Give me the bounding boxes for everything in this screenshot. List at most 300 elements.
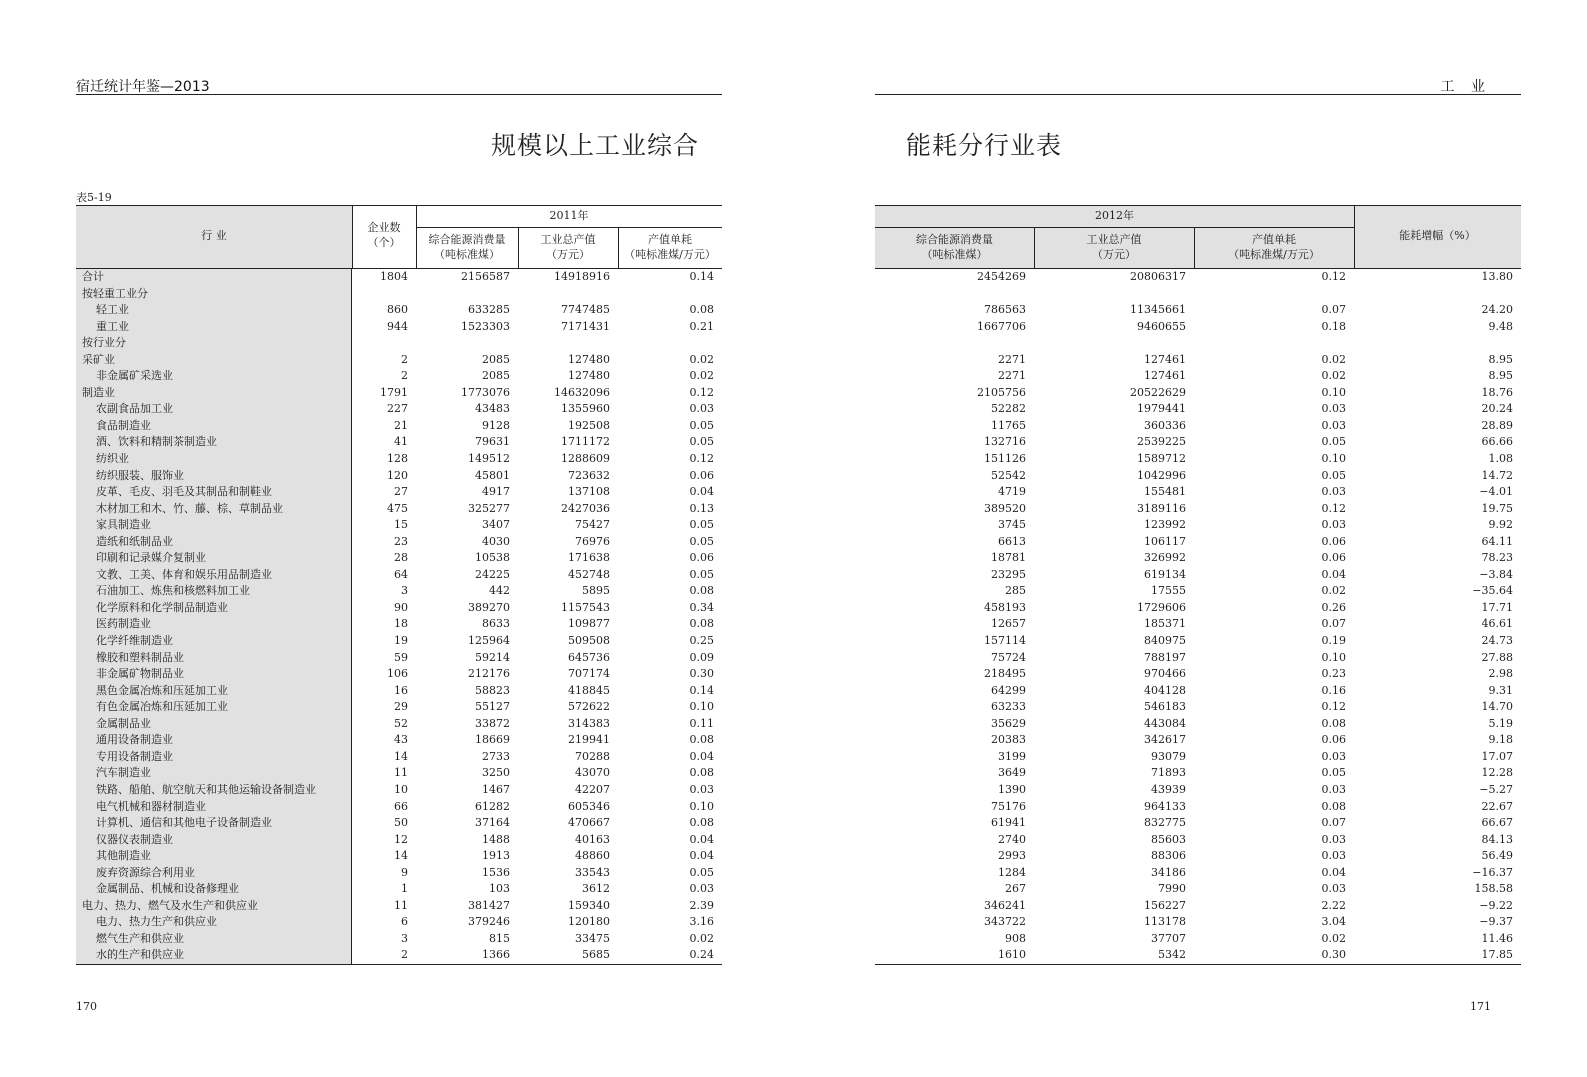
row-unitcons-2011: 0.02 [689, 352, 714, 366]
col-energy-label: 综合能源消费量 [916, 233, 993, 246]
running-header-left: 宿迁统计年鉴—2013 [76, 79, 210, 95]
row-energy-2012: 52282 [991, 402, 1026, 416]
row-output-2011: 418845 [568, 683, 610, 697]
row-output-2011: 40163 [575, 832, 610, 846]
row-growth: 66.67 [1481, 816, 1513, 830]
col-unitcons-2011 [618, 232, 722, 262]
table-row [76, 418, 722, 435]
row-unitcons-2011: 0.05 [689, 518, 714, 532]
row-growth: −4.01 [1479, 485, 1513, 499]
row-output-2011: 127480 [568, 352, 610, 366]
page-number-left: 170 [76, 1000, 97, 1013]
row-growth: 78.23 [1481, 551, 1513, 565]
row-energy-2012: 1390 [998, 782, 1026, 796]
row-enterprises [352, 335, 416, 352]
row-energy-2011: 633285 [468, 303, 510, 317]
row-industry-name: 石油加工、炼焦和核燃料加工业 [76, 583, 352, 600]
table-row [875, 517, 1521, 534]
row-growth: 46.61 [1481, 617, 1513, 631]
table-row [875, 368, 1521, 385]
table-row [875, 650, 1521, 667]
row-output-2011: 1157543 [561, 600, 610, 614]
table-row [875, 434, 1521, 451]
row-unitcons-2011: 0.03 [689, 882, 714, 896]
row-energy-2011: 1366 [482, 948, 510, 962]
row-energy-2011: 2733 [482, 749, 510, 763]
row-energy-2011: 79631 [475, 435, 510, 449]
row-growth: 1.08 [1488, 452, 1513, 466]
table-row [875, 749, 1521, 766]
row-energy-2012: 3745 [998, 518, 1026, 532]
row-growth: 28.89 [1481, 418, 1513, 432]
row-growth: −5.27 [1479, 782, 1513, 796]
col-unitcons-2012 [1194, 232, 1354, 262]
row-growth: 18.76 [1481, 385, 1513, 399]
row-output-2011: 572622 [568, 700, 610, 714]
table-row [76, 666, 722, 683]
row-unitcons-2011: 0.10 [689, 700, 714, 714]
row-unitcons-2011: 0.05 [689, 418, 714, 432]
row-industry-name: 化学纤维制造业 [76, 633, 352, 650]
table-row [875, 401, 1521, 418]
row-unitcons-2011: 0.06 [689, 551, 714, 565]
col-enterprises [352, 220, 416, 250]
row-output-2011: 70288 [575, 749, 610, 763]
row-unitcons-2011: 0.12 [689, 452, 714, 466]
row-unitcons-2011: 0.04 [689, 485, 714, 499]
row-enterprises: 227 [387, 402, 408, 416]
row-energy-2011: 1913 [482, 849, 510, 863]
row-industry-name: 制造业 [76, 385, 352, 402]
header-rule-right [875, 94, 1521, 95]
table-row [875, 534, 1521, 551]
row-industry-name: 电力、热力生产和供应业 [76, 914, 352, 931]
table-row [76, 749, 722, 766]
row-output-2011: 5685 [582, 948, 610, 962]
row-output-2011: 723632 [568, 468, 610, 482]
row-unitcons-2011: 0.13 [689, 501, 714, 515]
row-output-2012: 156227 [1144, 898, 1186, 912]
row-growth: −9.22 [1479, 898, 1513, 912]
row-energy-2011: 815 [489, 931, 510, 945]
running-header-right: 工 业 [1440, 79, 1491, 95]
row-growth: 12.28 [1481, 766, 1513, 780]
row-unitcons-2011 [618, 286, 722, 303]
row-output-2012 [1034, 286, 1194, 303]
row-unitcons-2011: 0.06 [689, 468, 714, 482]
row-growth: −16.37 [1472, 865, 1513, 879]
row-output-2012: 43939 [1151, 782, 1186, 796]
row-output-2011: 605346 [568, 799, 610, 813]
row-growth: −35.64 [1472, 584, 1513, 598]
row-energy-2012: 1667706 [977, 319, 1026, 333]
row-enterprises: 21 [394, 418, 408, 432]
row-industry-name: 橡胶和塑料制品业 [76, 650, 352, 667]
row-industry-name: 家具制造业 [76, 517, 352, 534]
row-output-2012: 3189116 [1137, 501, 1186, 515]
row-industry-name: 有色金属冶炼和压延加工业 [76, 699, 352, 716]
table-right [875, 205, 1521, 965]
row-enterprises: 16 [394, 683, 408, 697]
row-energy-2011: 2156587 [461, 270, 510, 283]
table-row [875, 418, 1521, 435]
row-unitcons-2011: 3.16 [689, 915, 714, 929]
row-growth: 8.95 [1488, 352, 1513, 366]
col-unitcons-label: 产值单耗 [648, 233, 692, 246]
row-output-2012: 127461 [1144, 369, 1186, 383]
row-energy-2012: 151126 [984, 452, 1026, 466]
row-output-2011: 1355960 [561, 402, 610, 416]
row-industry-name: 废弃资源综合利用业 [76, 865, 352, 882]
row-output-2011: 7747485 [561, 303, 610, 317]
row-energy-2012: 267 [1005, 882, 1026, 896]
row-energy-2011: 1523303 [461, 319, 510, 333]
table-row [76, 799, 722, 816]
row-growth: 11.46 [1481, 931, 1513, 945]
row-enterprises: 3 [401, 931, 408, 945]
table-row [76, 567, 722, 584]
table-row [875, 898, 1521, 915]
row-growth: 27.88 [1481, 650, 1513, 664]
row-growth: 19.75 [1481, 501, 1513, 515]
row-output-2012: 443084 [1144, 716, 1186, 730]
table-row [875, 484, 1521, 501]
table-row [76, 683, 722, 700]
row-unitcons-2012: 2.22 [1321, 898, 1346, 912]
row-energy-2011: 8633 [482, 617, 510, 631]
table-row [76, 765, 722, 782]
row-output-2011: 48860 [575, 849, 610, 863]
row-enterprises: 52 [394, 716, 408, 730]
table-row [875, 352, 1521, 369]
row-enterprises: 59 [394, 650, 408, 664]
row-unitcons-2011: 0.03 [689, 782, 714, 796]
row-growth: 13.80 [1481, 270, 1513, 283]
row-output-2011: 43070 [575, 766, 610, 780]
row-growth: 17.85 [1481, 948, 1513, 962]
row-output-2012: 20522629 [1130, 385, 1186, 399]
table-row [875, 799, 1521, 816]
row-unitcons-2011: 0.30 [689, 667, 714, 681]
table-row [76, 319, 722, 336]
row-industry-name: 专用设备制造业 [76, 749, 352, 766]
row-unitcons-2012: 0.02 [1321, 931, 1346, 945]
row-unitcons-2012: 0.03 [1321, 882, 1346, 896]
row-output-2012: 619134 [1144, 567, 1186, 581]
row-energy-2011: 3407 [482, 518, 510, 532]
row-output-2012: 5342 [1158, 948, 1186, 962]
row-energy-2012: 2740 [998, 832, 1026, 846]
row-enterprises: 2 [401, 948, 408, 962]
row-industry-name: 电气机械和器材制造业 [76, 799, 352, 816]
row-output-2011: 470667 [568, 816, 610, 830]
row-unitcons-2012: 0.04 [1321, 567, 1346, 581]
row-output-2012: 106117 [1144, 534, 1186, 548]
row-enterprises: 19 [394, 634, 408, 648]
table-right-header [875, 205, 1521, 269]
row-enterprises: 18 [394, 617, 408, 631]
col-growth: 能耗增幅（%） [1399, 229, 1476, 242]
row-output-2012: 88306 [1151, 849, 1186, 863]
table-row [875, 716, 1521, 733]
row-unitcons-2011: 0.08 [689, 733, 714, 747]
col-output-2011 [518, 232, 618, 262]
row-energy-2012: 75724 [991, 650, 1026, 664]
row-output-2012: 1729606 [1137, 600, 1186, 614]
row-industry-name: 黑色金属冶炼和压延加工业 [76, 683, 352, 700]
row-output-2012: 788197 [1144, 650, 1186, 664]
row-growth: 8.95 [1488, 369, 1513, 383]
row-energy-2012: 4719 [998, 485, 1026, 499]
row-energy-2011: 442 [489, 584, 510, 598]
row-energy-2011: 3250 [482, 766, 510, 780]
row-unitcons-2011: 0.03 [689, 402, 714, 416]
col-output-unit: （万元） [1092, 248, 1136, 261]
row-unitcons-2012: 0.05 [1321, 766, 1346, 780]
row-enterprises: 1804 [380, 270, 408, 283]
row-unitcons-2011: 0.12 [689, 385, 714, 399]
col-energy-unit: （吨标准煤） [434, 248, 500, 261]
row-output-2012: 85603 [1151, 832, 1186, 846]
row-unitcons-2011: 0.34 [689, 600, 714, 614]
row-energy-2011: 55127 [475, 700, 510, 714]
row-enterprises: 28 [394, 551, 408, 565]
table-row [76, 865, 722, 882]
row-output-2011: 2427036 [561, 501, 610, 515]
row-enterprises: 15 [394, 518, 408, 532]
row-energy-2011: 59214 [475, 650, 510, 664]
row-unitcons-2011: 0.08 [689, 617, 714, 631]
row-unitcons-2011: 0.02 [689, 369, 714, 383]
row-energy-2012: 285 [1005, 584, 1026, 598]
row-enterprises: 3 [401, 584, 408, 598]
row-energy-2012: 63233 [991, 700, 1026, 714]
row-unitcons-2012: 0.04 [1321, 865, 1346, 879]
table-row [76, 269, 722, 286]
row-unitcons-2012: 0.19 [1321, 634, 1346, 648]
row-energy-2012: 389520 [984, 501, 1026, 515]
table-row [76, 832, 722, 849]
row-enterprises: 27 [394, 485, 408, 499]
row-industry-name: 汽车制造业 [76, 765, 352, 782]
row-energy-2012: 23295 [991, 567, 1026, 581]
row-industry-name: 铁路、船舶、航空航天和其他运输设备制造业 [76, 782, 352, 799]
row-growth [1354, 286, 1521, 303]
table-row [875, 302, 1521, 319]
row-output-2012: 185371 [1144, 617, 1186, 631]
table-row [76, 931, 722, 948]
row-energy-2012: 2105756 [977, 385, 1026, 399]
row-unitcons-2012: 3.04 [1321, 915, 1346, 929]
table-row [875, 286, 1521, 303]
row-unitcons-2012: 0.10 [1321, 452, 1346, 466]
row-output-2011: 33543 [575, 865, 610, 879]
row-output-2012: 404128 [1144, 683, 1186, 697]
row-industry-name: 医药制造业 [76, 616, 352, 633]
row-output-2011: 109877 [568, 617, 610, 631]
row-output-2012: 93079 [1151, 749, 1186, 763]
table-row [76, 898, 722, 915]
row-industry-name: 其他制造业 [76, 848, 352, 865]
table-row [875, 699, 1521, 716]
row-growth: 20.24 [1481, 402, 1513, 416]
row-unitcons-2011: 0.08 [689, 584, 714, 598]
row-unitcons-2011: 0.05 [689, 865, 714, 879]
row-industry-name: 金属制品、机械和设备修理业 [76, 881, 352, 898]
row-energy-2011: 10538 [475, 551, 510, 565]
row-unitcons-2011: 0.11 [689, 716, 714, 730]
row-output-2012: 34186 [1151, 865, 1186, 879]
row-energy-2011: 1488 [482, 832, 510, 846]
row-unitcons-2011: 0.05 [689, 534, 714, 548]
table-row [875, 765, 1521, 782]
row-energy-2011: 37164 [475, 816, 510, 830]
row-unitcons-2012: 0.05 [1321, 468, 1346, 482]
row-enterprises: 1791 [380, 385, 408, 399]
row-energy-2012: 2454269 [977, 270, 1026, 283]
row-unitcons-2011: 2.39 [689, 898, 714, 912]
row-unitcons-2012: 0.02 [1321, 352, 1346, 366]
row-energy-2011: 4917 [482, 485, 510, 499]
table-number: 表5-19 [76, 191, 112, 204]
row-industry-name: 化学原料和化学制品制造业 [76, 600, 352, 617]
row-industry-name: 非金属矿物制品业 [76, 666, 352, 683]
row-unitcons-2012: 0.07 [1321, 617, 1346, 631]
row-energy-2011: 18669 [475, 733, 510, 747]
table-row [875, 914, 1521, 931]
table-row [76, 501, 722, 518]
row-unitcons-2011: 0.04 [689, 832, 714, 846]
row-output-2012: 113178 [1144, 915, 1186, 929]
row-growth: 14.72 [1481, 468, 1513, 482]
row-enterprises: 11 [394, 898, 408, 912]
row-energy-2011: 149512 [468, 452, 510, 466]
table-row [875, 567, 1521, 584]
row-output-2011: 33475 [575, 931, 610, 945]
table-row [76, 650, 722, 667]
table-row [875, 931, 1521, 948]
row-output-2012: 360336 [1144, 418, 1186, 432]
row-energy-2011: 125964 [468, 634, 510, 648]
row-unitcons-2012: 0.07 [1321, 303, 1346, 317]
row-industry-name: 水的生产和供应业 [76, 947, 352, 964]
table-row [76, 699, 722, 716]
row-output-2012: 2539225 [1137, 435, 1186, 449]
table-row [76, 782, 722, 799]
col-unitcons-unit: （吨标准煤/万元） [1228, 248, 1320, 261]
col-enterprises-unit: （个） [367, 236, 401, 249]
row-unitcons-2012: 0.03 [1321, 782, 1346, 796]
row-unitcons-2012: 0.03 [1321, 485, 1346, 499]
table-row [76, 914, 722, 931]
header-rule-left [76, 94, 722, 95]
col-year-2011: 2011年 [549, 209, 589, 222]
row-output-2011: 645736 [568, 650, 610, 664]
table-row [76, 616, 722, 633]
row-output-2011: 127480 [568, 369, 610, 383]
row-enterprises: 475 [387, 501, 408, 515]
row-energy-2012 [875, 335, 1034, 352]
header-subrule [875, 227, 1354, 228]
row-growth: 5.19 [1488, 716, 1513, 730]
row-growth: 24.20 [1481, 303, 1513, 317]
table-row [875, 832, 1521, 849]
row-output-2011: 120180 [568, 915, 610, 929]
row-energy-2012: 18781 [991, 551, 1026, 565]
row-unitcons-2011: 0.24 [689, 948, 714, 962]
row-energy-2011: 389270 [468, 600, 510, 614]
table-row [76, 434, 722, 451]
row-growth: 66.66 [1481, 435, 1513, 449]
table-row [76, 600, 722, 617]
col-output-label: 工业总产值 [540, 233, 596, 246]
row-enterprises: 66 [394, 799, 408, 813]
table-row [875, 583, 1521, 600]
table-left-header [76, 205, 722, 269]
row-industry-name: 皮革、毛皮、羽毛及其制品和制鞋业 [76, 484, 352, 501]
row-output-2011: 159340 [568, 898, 610, 912]
row-energy-2012: 2271 [998, 369, 1026, 383]
row-output-2011 [518, 335, 618, 352]
row-unitcons-2012: 0.12 [1321, 700, 1346, 714]
row-enterprises: 1 [401, 882, 408, 896]
row-unitcons-2012: 0.12 [1321, 501, 1346, 515]
row-enterprises [352, 286, 416, 303]
row-output-2012: 9460655 [1137, 319, 1186, 333]
row-energy-2011: 33872 [475, 716, 510, 730]
row-unitcons-2012: 0.06 [1321, 733, 1346, 747]
row-growth: 84.13 [1481, 832, 1513, 846]
row-output-2012: 1979441 [1137, 402, 1186, 416]
row-unitcons-2011: 0.14 [689, 683, 714, 697]
row-output-2012: 127461 [1144, 352, 1186, 366]
row-output-2012: 970466 [1144, 667, 1186, 681]
row-unitcons-2012: 0.03 [1321, 518, 1346, 532]
row-output-2011: 75427 [575, 518, 610, 532]
row-energy-2012: 2271 [998, 352, 1026, 366]
row-unitcons-2012: 0.23 [1321, 667, 1346, 681]
row-unitcons-2012 [1194, 335, 1354, 352]
row-output-2012: 832775 [1144, 816, 1186, 830]
row-energy-2012: 908 [1005, 931, 1026, 945]
col-industry: 行 业 [201, 229, 227, 242]
table-row [875, 319, 1521, 336]
table-row [76, 517, 722, 534]
row-growth: 158.58 [1474, 882, 1513, 896]
row-unitcons-2012: 0.05 [1321, 435, 1346, 449]
row-energy-2012: 52542 [991, 468, 1026, 482]
col-energy-2011 [416, 232, 518, 262]
row-output-2011 [518, 286, 618, 303]
row-unitcons-2011: 0.10 [689, 799, 714, 813]
row-industry-name: 造纸和纸制品业 [76, 534, 352, 551]
row-growth: −3.84 [1479, 567, 1513, 581]
table-row [875, 468, 1521, 485]
row-output-2011: 192508 [568, 418, 610, 432]
table-row [76, 732, 722, 749]
row-enterprises: 41 [394, 435, 408, 449]
header-subrule [416, 227, 722, 228]
row-output-2012 [1034, 335, 1194, 352]
table-row [875, 947, 1521, 964]
row-unitcons-2012: 0.06 [1321, 551, 1346, 565]
col-year-2012: 2012年 [1095, 209, 1134, 222]
table-row [76, 815, 722, 832]
table-row [76, 368, 722, 385]
row-industry-name: 重工业 [76, 319, 352, 336]
col-output-2012 [1034, 232, 1194, 262]
table-row [875, 501, 1521, 518]
